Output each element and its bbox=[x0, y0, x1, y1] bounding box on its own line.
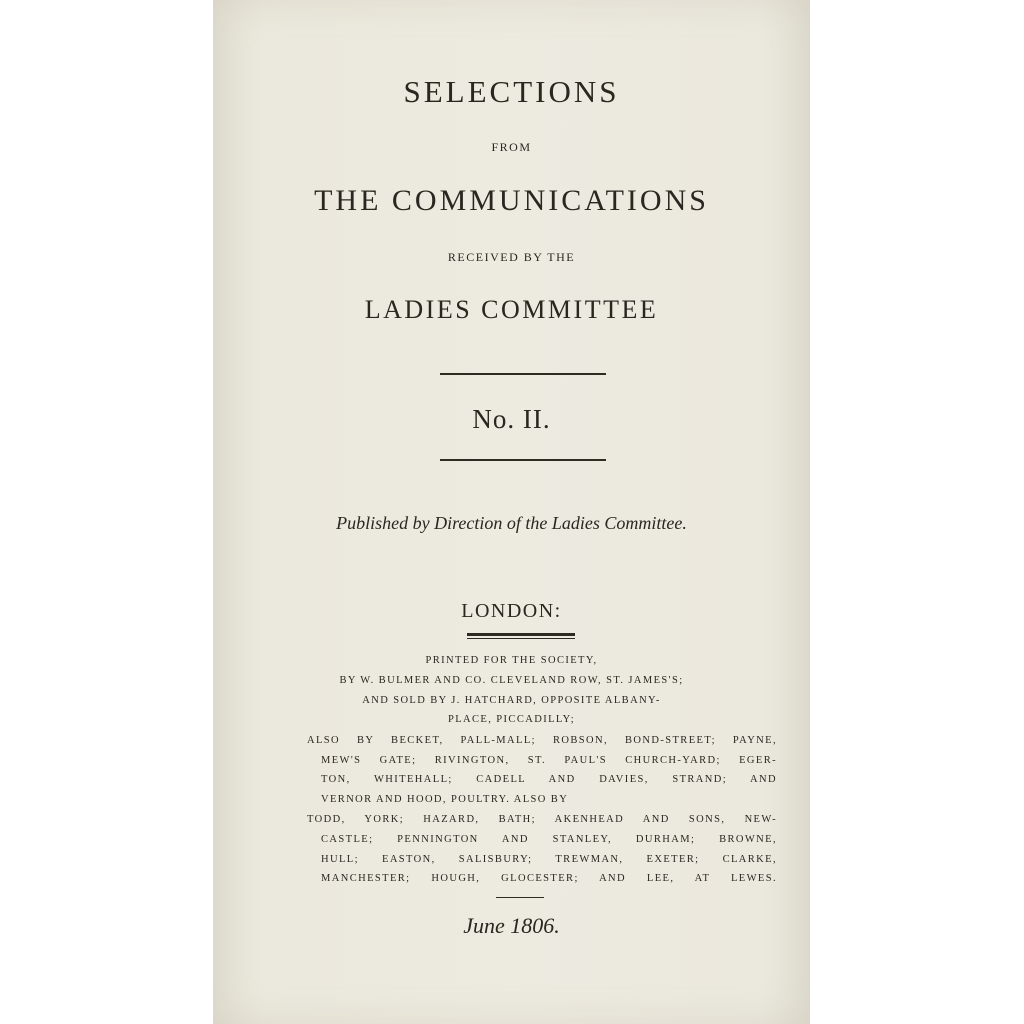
imprint-line: HULL; EASTON, SALISBURY; TREWMAN, EXETER; CLARKE, bbox=[321, 854, 777, 865]
issue-number: No. II. bbox=[472, 404, 551, 434]
title-from: FROM bbox=[491, 140, 532, 154]
published-by-line: Published by Direction of the Ladies Committee. bbox=[336, 513, 687, 533]
title-ladies-committee: LADIES COMMITTEE bbox=[364, 295, 659, 324]
imprint-line: TON, WHITEHALL; CADELL AND DAVIES, STRAND; AND bbox=[321, 774, 777, 785]
title-received-by: RECEIVED BY THE bbox=[447, 250, 576, 264]
rule-below-number bbox=[440, 459, 606, 461]
title-selections: SELECTIONS bbox=[403, 74, 620, 109]
imprint-line: BY W. BULMER AND CO. CLEVELAND ROW, ST. JAMES'S; bbox=[339, 675, 684, 686]
title-page bbox=[213, 0, 810, 1024]
publication-date: June 1806. bbox=[463, 913, 560, 938]
rule-above-number bbox=[440, 373, 606, 375]
imprint-line: AND SOLD BY J. HATCHARD, OPPOSITE ALBANY- bbox=[362, 695, 661, 706]
rule-above-date bbox=[496, 897, 544, 898]
place-of-publication: LONDON: bbox=[461, 600, 562, 622]
imprint-line: CASTLE; PENNINGTON AND STANLEY, DURHAM; BROWNE, bbox=[321, 834, 777, 845]
imprint-line: TODD, YORK; HAZARD, BATH; AKENHEAD AND SONS, NEW- bbox=[307, 814, 777, 825]
imprint-line: PRINTED FOR THE SOCIETY, bbox=[425, 655, 598, 666]
title-communications: THE COMMUNICATIONS bbox=[314, 184, 709, 217]
london-double-rule bbox=[467, 633, 575, 639]
imprint-line: PLACE, PICCADILLY; bbox=[447, 714, 576, 725]
imprint-line: MEW'S GATE; RIVINGTON, ST. PAUL'S CHURCH-YARD; EGER- bbox=[321, 755, 777, 766]
imprint-line: VERNOR AND HOOD, POULTRY. ALSO BY bbox=[321, 794, 569, 805]
imprint-line: ALSO BY BECKET, PALL-MALL; ROBSON, BOND-STREET; PAYNE, bbox=[307, 735, 777, 746]
imprint-line: MANCHESTER; HOUGH, GLOCESTER; AND LEE, AT LEWES. bbox=[321, 873, 777, 884]
